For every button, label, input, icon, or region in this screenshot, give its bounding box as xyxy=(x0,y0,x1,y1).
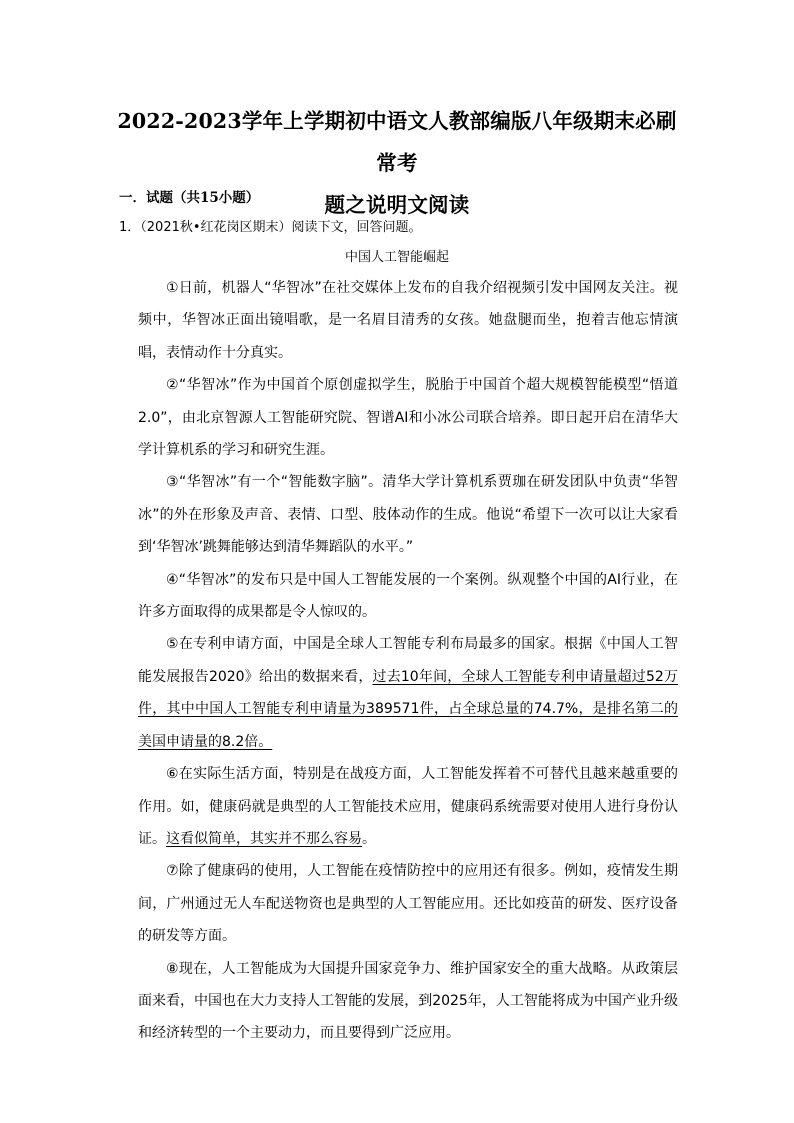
paragraph-1: ①日前，机器人“华智冰”在社交媒体上发布的自我介绍视频引发中国网友关注。视频中，华智冰正面出镜唱歌，是一名眉目清秀的女孩。她盘腿而坐，抱着吉他忘情演唱，表情动作十分真实。 xyxy=(138,280,678,361)
paragraph-6 xyxy=(138,758,678,855)
title-line-2: 题之说明文阅读 xyxy=(324,193,470,217)
section-heading: 一．试题（共15小题） xyxy=(119,190,260,206)
paragraph-6-text: ⑥在实际生活方面，特别是在战疫方面，人工智能发挥着不可替代且越来越重要的作用。如，健康码就是典型的人工智能技术应用，健康码系统需要对使用人进行身份认证。 xyxy=(138,766,678,847)
paragraph-7: ⑦除了健康码的使用，人工智能在疫情防控中的应用还有很多。例如，疫情发生期间，广州通过无人车配送物资也是典型的人工智能应用。还比如疫苗的研发、医疗设备的研发等方面。 xyxy=(138,863,678,945)
article-title: 中国人工智能崛起 xyxy=(344,250,449,265)
paragraph-5-underlined: 过去10年间，全球人工智能专利申请量超过52万件，其中中国人工智能专利申请量为389571件，占全球总量的74.7%，是排名第二的美国申请量的8.2倍。 xyxy=(138,668,678,750)
paragraph-8: ⑧现在，人工智能成为大国提升国家竞争力、维护国家安全的重大战略。从政策层面来看，中国也在大力支持人工智能的发展，到2025年，人工智能将成为中国产业升级和经济转型的一个主要动力，而且要得到广泛应用。 xyxy=(138,960,678,1042)
paragraph-2: ②“华智冰”作为中国首个原创虚拟学生，脱胎于中国首个超大规模智能模型“悟道2.0”，由北京智源人工智能研究院、智谱AI和小冰公司联合培养。即日起开启在清华大学计算机系的学习和研究生涯。 xyxy=(138,377,678,459)
paragraph-4: ④“华智冰”的发布只是中国人工智能发展的一个案例。纵观整个中国的AI行业，在许多方面取得的成果都是令人惊叹的。 xyxy=(138,571,678,621)
paragraph-5 xyxy=(138,628,678,758)
paragraph-6-end: 。 xyxy=(362,830,376,847)
title-line-1: 2022-2023学年上学期初中语文人教部编版八年级期末必刷常考 xyxy=(117,109,677,175)
question-intro: 1．（2021秋•红花岗区期末）阅读下文，回答问题。 xyxy=(119,220,422,235)
article-body xyxy=(138,272,678,1050)
paragraph-5-text: ⑤在专利申请方面，中国是全球人工智能专利布局最多的国家。根据《中国人工智能发展报告2020》给出的数据来看， xyxy=(138,636,678,685)
paragraph-3: ③“华智冰”有一个“智能数字脑”。清华大学计算机系贾珈在研发团队中负责“华智冰”的外在形象及声音、表情、口型、肢体动作的生成。他说“希望下一次可以让大家看到‘华智冰’跳舞能够达到清华舞蹈队的水平。” xyxy=(138,474,678,556)
document-title xyxy=(112,100,682,226)
paragraph-6-underlined: 这看似简单，其实并不那么容易 xyxy=(166,830,362,847)
